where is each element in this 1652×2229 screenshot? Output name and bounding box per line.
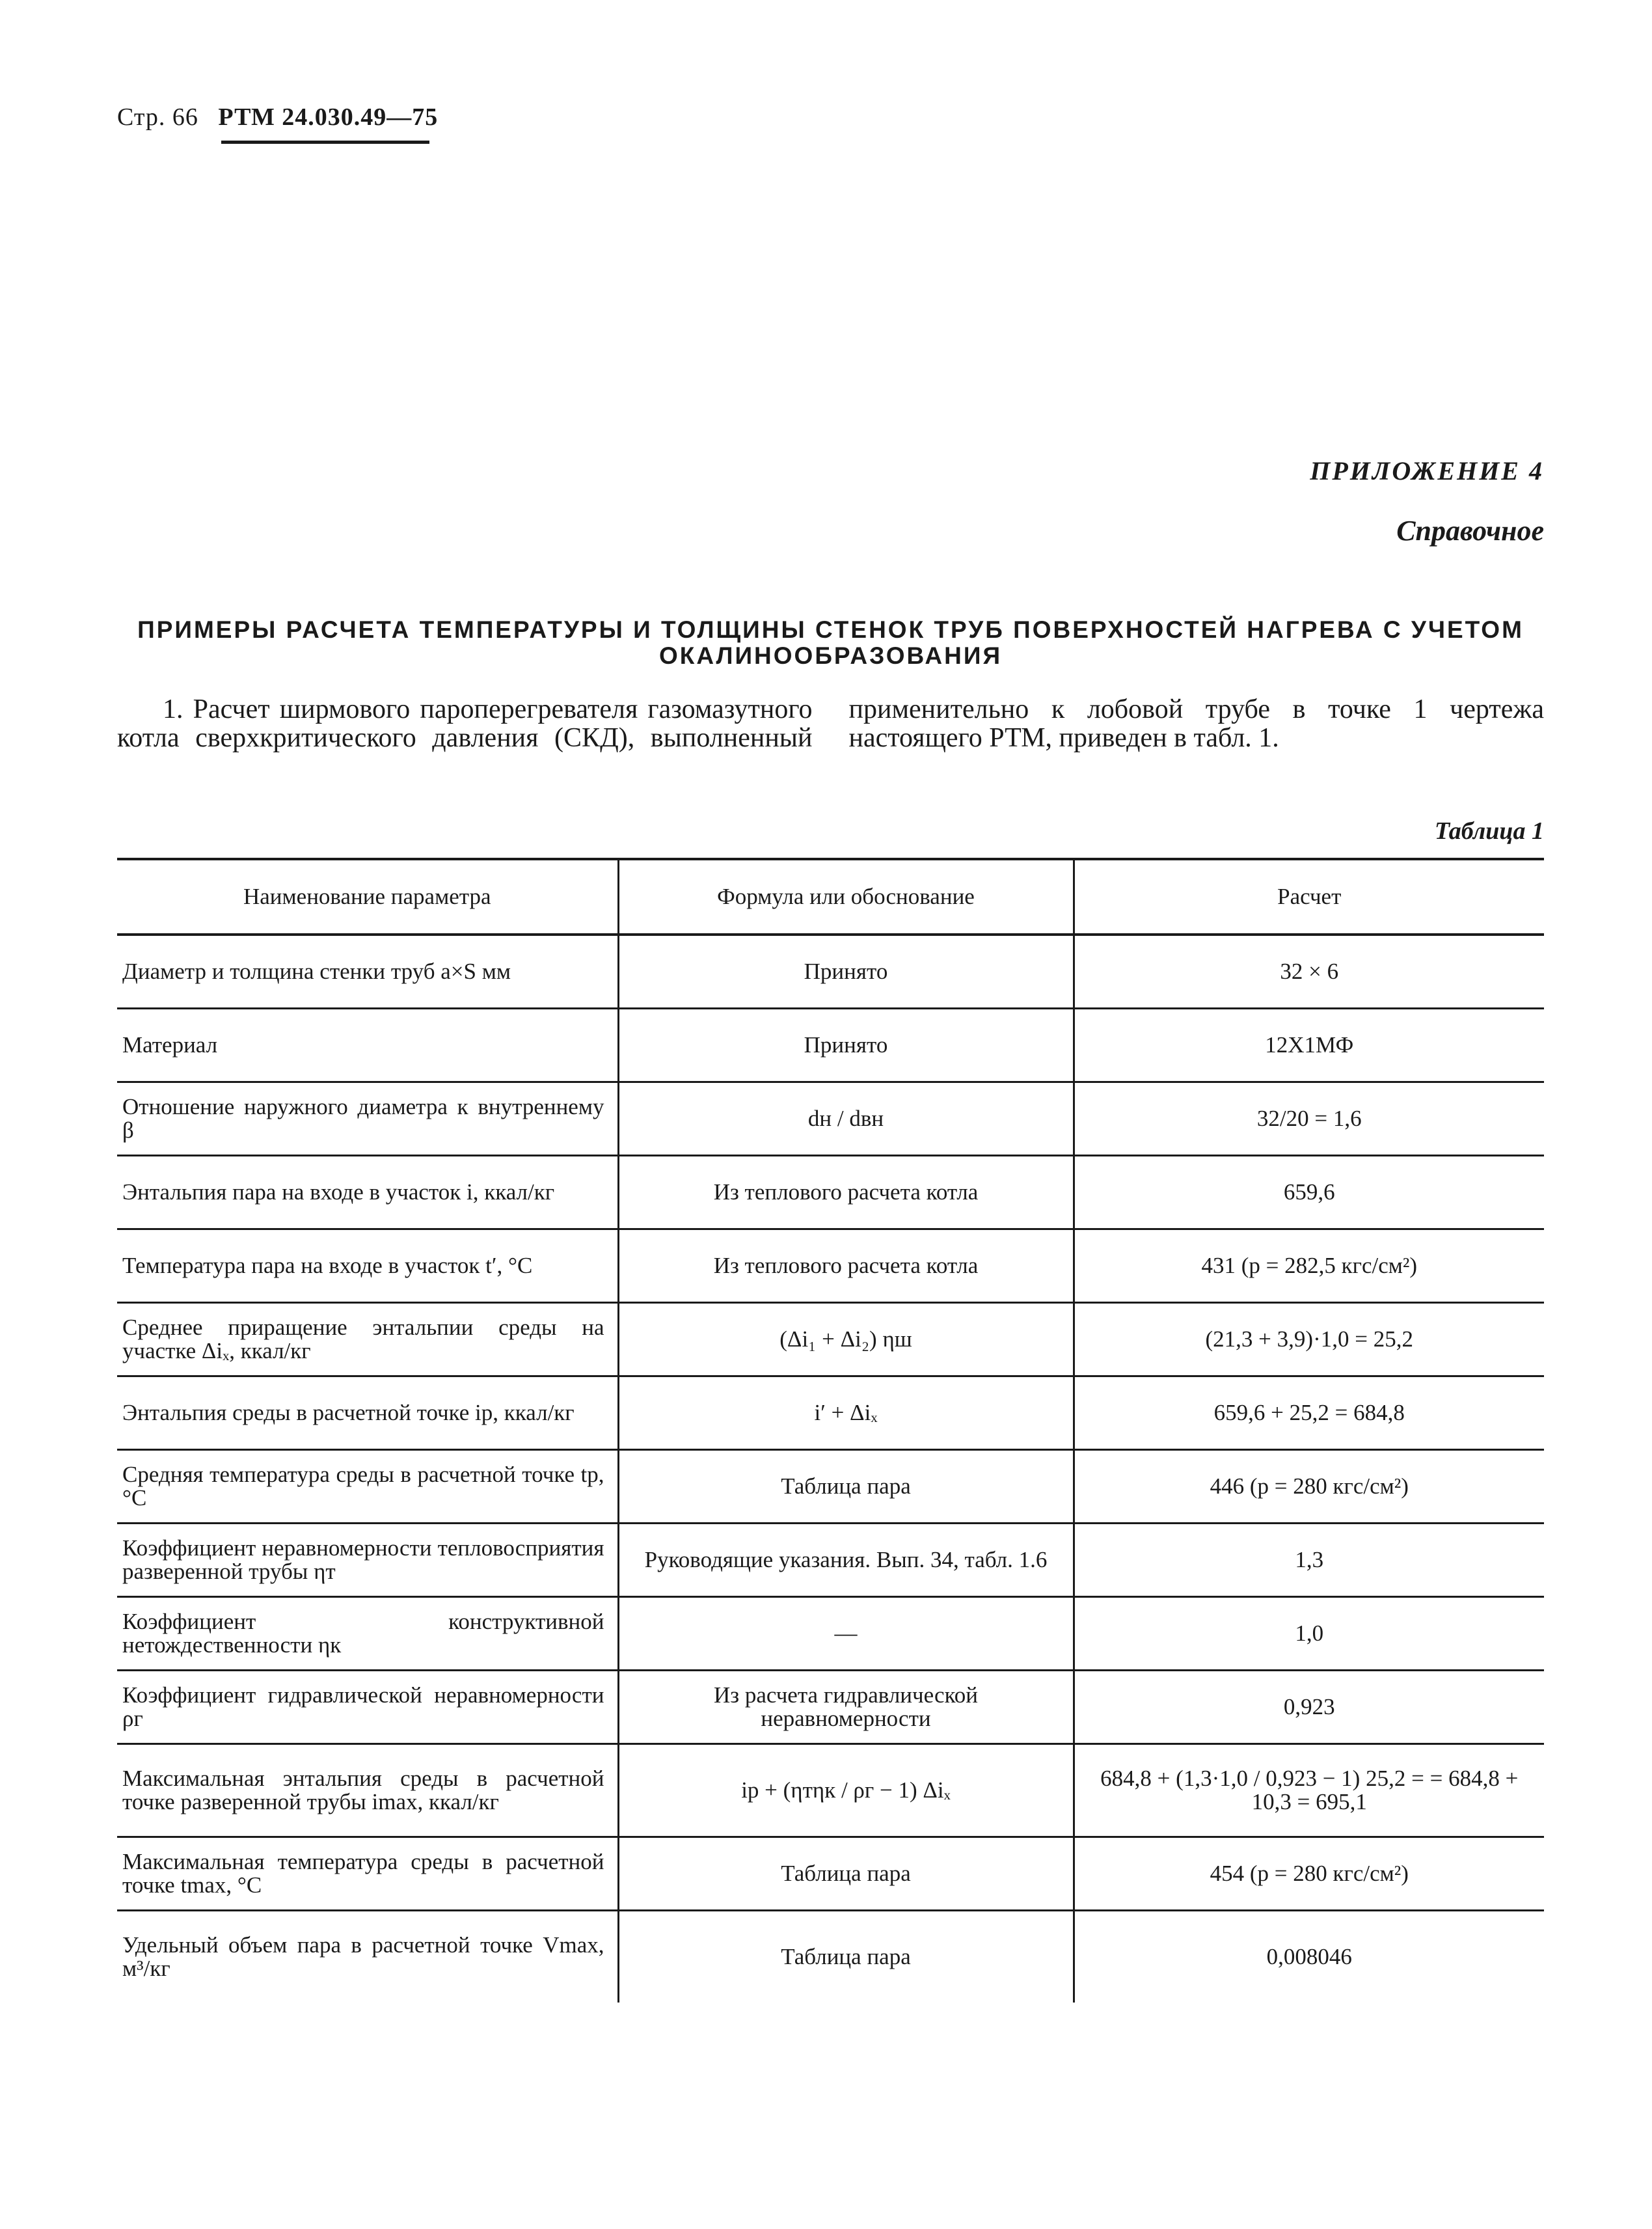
table-row (117, 1597, 1544, 1671)
formula-cell: Принято (618, 1009, 1074, 1082)
formula-cell: Из теплового расчета котла (618, 1156, 1074, 1229)
calculation-cell: 32 × 6 (1074, 935, 1544, 1009)
formula-cell: iр + (ηтηк / ρг − 1) Δiₓ (618, 1744, 1074, 1837)
calculation-cell: 32/20 = 1,6 (1074, 1082, 1544, 1156)
formula-cell: Руководящие указания. Вып. 34, табл. 1.6 (618, 1524, 1074, 1597)
parameter-name: Коэффициент гидравлической неравномерности ρг (117, 1671, 618, 1744)
calculation-cell: 0,923 (1074, 1671, 1544, 1744)
formula-cell: i′ + Δiₓ (618, 1376, 1074, 1450)
formula-cell: Таблица пара (618, 1837, 1074, 1911)
table-row (117, 1450, 1544, 1524)
calculation-cell: 659,6 + 25,2 = 684,8 (1074, 1376, 1544, 1450)
parameter-name: Коэффициент неравномерности тепловосприятия разверенной трубы ηт (117, 1524, 618, 1597)
table-row (117, 1156, 1544, 1229)
formula-cell: (Δi₁ + Δi₂) ηш (618, 1303, 1074, 1376)
parameter-name: Максимальная энтальпия среды в расчетной точке разверенной трубы imax, ккал/кг (117, 1744, 618, 1837)
column-header-formula: Формула или обоснование (618, 859, 1074, 935)
appendix-type: Справочное (1396, 515, 1544, 547)
table-row (117, 1303, 1544, 1376)
calculation-cell: 659,6 (1074, 1156, 1544, 1229)
calculation-table (117, 858, 1544, 2003)
table-row (117, 1009, 1544, 1082)
table-row (117, 1524, 1544, 1597)
formula-cell: Таблица пара (618, 1450, 1074, 1524)
running-header (117, 103, 438, 131)
intro-text: 1. Расчет ширмового пароперегревателя газомазутного котла сверхкритического давления (СКД), выполненный применительно к лобовой трубе в точке 1 чертежа настоящего РТМ, приведен в табл. 1. (117, 694, 1544, 753)
header-underline (221, 141, 429, 144)
parameter-name: Диаметр и толщина стенки труб a×S мм (117, 935, 618, 1009)
calculation-cell: (21,3 + 3,9)·1,0 = 25,2 (1074, 1303, 1544, 1376)
appendix-label: ПРИЛОЖЕНИЕ 4 (1310, 456, 1544, 485)
parameter-name: Отношение наружного диаметра к внутреннему β (117, 1082, 618, 1156)
parameter-name: Материал (117, 1009, 618, 1082)
column-header-calculation: Расчет (1074, 859, 1544, 935)
table-row (117, 1229, 1544, 1303)
table-header-row (117, 859, 1544, 935)
table-caption: Таблица 1 (1434, 817, 1544, 845)
calculation-cell: 431 (p = 282,5 кгс/см²) (1074, 1229, 1544, 1303)
formula-cell: Принято (618, 935, 1074, 1009)
table-row (117, 1837, 1544, 1911)
calculation-cell: 684,8 + (1,3·1,0 / 0,923 − 1) 25,2 = = 684,8 + 10,3 = 695,1 (1074, 1744, 1544, 1837)
parameter-name: Энтальпия пара на входе в участок i, ккал/кг (117, 1156, 618, 1229)
parameter-name: Удельный объем пара в расчетной точке Vmax, м³/кг (122, 1932, 604, 1981)
calculation-cell: 1,3 (1074, 1524, 1544, 1597)
parameter-name: Среднее приращение энтальпии среды на участке Δiₓ, ккал/кг (117, 1303, 618, 1376)
section-title: ПРИМЕРЫ РАСЧЕТА ТЕМПЕРАТУРЫ И ТОЛЩИНЫ СТЕНОК ТРУБ ПОВЕРХНОСТЕЙ НАГРЕВА С УЧЕТОМ ОКАЛИНООБРАЗОВАНИЯ (137, 616, 1524, 669)
formula-cell: Из расчета гидравлической неравномерности (618, 1671, 1074, 1744)
intro-paragraph (117, 695, 1544, 752)
standard-code: РТМ 24.030.49—75 (218, 103, 439, 131)
parameter-name: Коэффициент конструктивной нетождественности ηк (117, 1597, 618, 1671)
table-row (117, 1744, 1544, 1837)
table-row (117, 935, 1544, 1009)
calculation-cell: 12Х1МФ (1074, 1009, 1544, 1082)
calculation-cell: 446 (p = 280 кгс/см²) (1074, 1450, 1544, 1524)
table-row (117, 1376, 1544, 1450)
formula-cell: — (618, 1597, 1074, 1671)
parameter-name: Энтальпия среды в расчетной точке iр, ккал/кг (117, 1376, 618, 1450)
formula-cell: Таблица пара (618, 1911, 1074, 2003)
calculation-cell: 454 (p = 280 кгс/см²) (1074, 1837, 1544, 1911)
parameter-name: Средняя температура среды в расчетной точке tр, °С (117, 1450, 618, 1524)
calculation-cell: 0,008046 (1074, 1911, 1544, 2003)
calculation-cell: 1,0 (1074, 1597, 1544, 1671)
table-row (117, 1082, 1544, 1156)
table-row (117, 1911, 1544, 2003)
table-row (117, 1671, 1544, 1744)
formula-cell: Из теплового расчета котла (618, 1229, 1074, 1303)
formula-cell: dн / dвн (618, 1082, 1074, 1156)
parameter-name: Максимальная температура среды в расчетной точке tmax, °С (117, 1837, 618, 1911)
column-header-parameter: Наименование параметра (117, 859, 618, 935)
page-number: Стр. 66 (117, 103, 198, 131)
parameter-name: Температура пара на входе в участок t′, °С (117, 1229, 618, 1303)
